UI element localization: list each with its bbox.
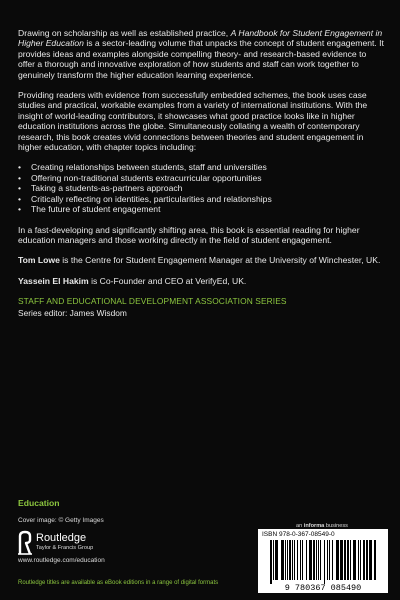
cover-credit: Cover image: © Getty Images: [18, 517, 104, 524]
barcode-digits: 9 780367 085490: [284, 583, 362, 591]
barcode-bar: [316, 540, 317, 580]
informa-suffix: business: [324, 523, 348, 529]
book-title: A Handbook for Student Engagement in Higher Education: [18, 28, 383, 49]
author-bio: [18, 255, 384, 265]
informa-brand: informa: [303, 523, 325, 529]
barcode-bar: [369, 540, 372, 580]
barcode-bar: [358, 540, 359, 580]
barcode-bar: [309, 540, 312, 580]
barcode-bar: [347, 540, 349, 580]
barcode-bar: [292, 540, 293, 580]
barcode-bar: [350, 540, 351, 580]
category-label: Education: [18, 498, 60, 508]
barcode-bar: [287, 540, 288, 580]
barcode-bar: [294, 540, 295, 580]
author-name: Tom Lowe: [18, 255, 60, 266]
description-paragraph-1: [18, 28, 384, 80]
barcode-bar: [302, 540, 303, 580]
series-editor: Series editor: James Wisdom: [18, 307, 127, 318]
cover-text: [18, 28, 384, 318]
description-text: is a sector-leading volume that unpacks the concept of student engagement. It provides ideas and examples alongside compelling theory- and research-based evidence to offer a thorough and innovative exploration of how students and staff can work together to genuinely transform the higher education learning experience.: [18, 38, 384, 80]
barcode-bar: [273, 540, 274, 580]
publisher-group: Taylor & Francis Group: [36, 545, 94, 551]
topic-item: • The future of student engagement: [18, 204, 384, 214]
barcode-bar: [353, 540, 356, 580]
topic-item: • Taking a students-as-partners approach: [18, 183, 384, 193]
barcode-bar: [360, 540, 361, 580]
description-paragraph-3: In a fast-developing and significantly shifting area, this book is essential reading for higher education managers and those working directly in the field of student engagement.: [18, 224, 360, 245]
barcode-bar: [374, 540, 376, 580]
barcode-bar: [275, 540, 278, 580]
barcode-bar: [297, 540, 298, 580]
isbn-label: ISBN 978-0-367-08549-0: [262, 531, 335, 538]
informa-prefix: an: [296, 523, 304, 529]
barcode-bar: [313, 540, 315, 580]
barcode-bar: [289, 540, 291, 580]
author-bio-text: is Co-Founder and CEO at VerifyEd, UK.: [88, 275, 247, 286]
barcode-bar: [285, 540, 286, 580]
publisher-name: Routledge: [36, 532, 87, 544]
barcode-bar: [306, 540, 307, 580]
barcode-bar: [344, 540, 346, 580]
barcode-bar: [324, 540, 325, 584]
topic-item: • Critically reflecting on identities, particularities and relationships: [18, 194, 384, 204]
series-title: STAFF AND EDUCATIONAL DEVELOPMENT ASSOCIATION SERIES: [18, 296, 287, 307]
barcode-graphic: [262, 540, 384, 591]
barcode-bar: [332, 540, 333, 580]
barcode-bar: [336, 540, 339, 580]
ebook-note: Routledge titles are available as eBook editions in a range of digital formats: [18, 580, 219, 586]
author-name: Yassein El Hakim: [18, 275, 89, 286]
barcode-bar: [318, 540, 319, 580]
topic-item: • Offering non-traditional students extracurricular opportunities: [18, 173, 384, 183]
description-text: Drawing on scholarship as well as established practice,: [18, 28, 231, 38]
barcode-bar: [320, 540, 321, 580]
barcode-bar: [281, 540, 284, 580]
topic-list: [18, 162, 384, 214]
barcode-bar: [329, 540, 330, 580]
barcode-bar: [300, 540, 301, 580]
topic-item: • Creating relationships between students, staff and universities: [18, 162, 384, 172]
barcode-bar: [366, 540, 368, 580]
author-bio-text: is the Centre for Student Engagement Manager at the University of Winchester, UK.: [59, 255, 381, 266]
publisher-url[interactable]: www.routledge.com/education: [18, 557, 105, 564]
barcode-bar: [340, 540, 343, 580]
barcode: [258, 529, 388, 593]
barcode-bar: [270, 540, 272, 584]
barcode-bar: [363, 540, 365, 580]
barcode-bar: [327, 540, 328, 580]
description-paragraph-2: Providing readers with evidence from successfully embedded schemes, the book uses case studies and practical, workable examples from a variety of international institutions. With the insight of world-leading contributors, it showcases what good practice looks like in higher education institutions across the globe. Simultaneously collating a wealth of contemporary research, this book creates vivid connections between theories and student engagement in higher education, with chapter topics including:: [18, 90, 368, 153]
author-bio: [18, 276, 384, 286]
